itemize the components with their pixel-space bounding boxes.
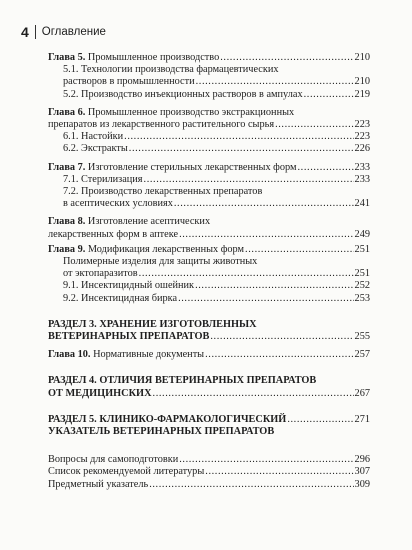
- page-ref: 296: [354, 454, 370, 466]
- page-ref: 223: [354, 131, 370, 143]
- page-ref: 307: [354, 466, 370, 478]
- toc-entry-5-2[interactable]: [48, 89, 370, 101]
- toc-entry-9-1[interactable]: [48, 280, 370, 292]
- entry-title: 9.2. Инсектицидная бирка: [63, 292, 178, 304]
- page-ref: 255: [354, 331, 370, 343]
- chapter-title-line2: препаратов из лекарственного растительного сырья: [48, 119, 275, 131]
- entry-title: 6.1. Настойки: [63, 131, 124, 143]
- page-number: 4: [21, 24, 29, 40]
- page-ref: 219: [354, 88, 370, 100]
- toc-entry-index[interactable]: [48, 479, 370, 491]
- toc-entry-7-1[interactable]: [48, 174, 370, 186]
- toc-entry-9-polymer[interactable]: [48, 256, 370, 280]
- toc-entry-chapter-7[interactable]: [48, 162, 370, 174]
- chapter-title: Нормативные документы: [93, 349, 205, 361]
- page-ref: 253: [354, 292, 370, 304]
- entry-title-line1: 5.1. Технологии производства фармацевтических: [63, 64, 279, 76]
- page-ref: 210: [354, 52, 370, 63]
- chapter-label: Глава 6.: [48, 106, 86, 118]
- running-title: Оглавление: [41, 26, 106, 38]
- part-title-line2: ВЕТЕРИНАРНЫХ ПРЕПАРАТОВ: [48, 331, 210, 343]
- chapter-title-line2: лекарственных форм в аптеке: [48, 228, 179, 240]
- toc-entry-chapter-6[interactable]: [48, 107, 370, 131]
- toc-entry-part-4[interactable]: [48, 375, 370, 399]
- chapter-label: Глава 7.: [48, 161, 86, 173]
- page-ref: 249: [354, 228, 370, 240]
- toc-entry-9-2[interactable]: [48, 293, 370, 305]
- toc-entry-questions[interactable]: [48, 454, 370, 466]
- page-ref: 267: [354, 387, 370, 399]
- page-ref: 309: [354, 478, 370, 490]
- toc-entry-7-2[interactable]: [48, 186, 370, 210]
- toc-entry-chapter-5[interactable]: [48, 52, 370, 64]
- part-title-line2: УКАЗАТЕЛЬ ВЕТЕРИНАРНЫХ ПРЕПАРАТОВ: [48, 426, 275, 438]
- toc-entry-part-5[interactable]: [48, 414, 370, 438]
- entry-title-line2: от эктопаразитов: [63, 268, 138, 280]
- chapter-title-line1: Изготовление асептических: [87, 216, 211, 228]
- chapter-label: Глава 8.: [48, 216, 86, 228]
- entry-title: 7.1. Стерилизация: [63, 173, 143, 185]
- page-ref: 233: [354, 161, 370, 173]
- entry-title: Список рекомендуемой литературы: [48, 466, 205, 478]
- entry-title-line2: растворов в промышленности: [63, 76, 195, 88]
- page-ref: 223: [354, 119, 370, 131]
- page-ref: 210: [354, 76, 370, 88]
- chapter-title: Модификация лекарственных форм: [87, 243, 245, 255]
- part-title-line1: РАЗДЕЛ 3. ХРАНЕНИЕ ИЗГОТОВЛЕННЫХ: [48, 318, 257, 330]
- page-ref: 252: [354, 280, 370, 292]
- part-title-line1: РАЗДЕЛ 4. ОТЛИЧИЯ ВЕТЕРИНАРНЫХ ПРЕПАРАТОВ: [48, 375, 317, 387]
- chapter-label: Глава 9.: [48, 243, 86, 255]
- entry-title: Предметный указатель: [48, 478, 149, 490]
- chapter-title: Промышленное производство: [87, 52, 220, 63]
- page-ref: 251: [354, 268, 370, 280]
- entry-title: 9.1. Инсектицидный ошейник: [63, 280, 195, 292]
- toc-entry-5-1[interactable]: [48, 64, 370, 88]
- table-of-contents: [48, 52, 370, 491]
- toc-entry-part-3[interactable]: [48, 319, 370, 343]
- page-ref: 233: [354, 173, 370, 185]
- chapter-title-line1: Промышленное производство экстракционных: [87, 106, 295, 118]
- header-divider: [35, 25, 36, 39]
- page-ref: 226: [354, 143, 370, 155]
- page-ref: 251: [354, 243, 370, 255]
- page-header: [21, 22, 392, 42]
- page-ref: 241: [354, 198, 370, 210]
- toc-entry-chapter-10[interactable]: [48, 349, 370, 361]
- entry-title-line2: в асептических условиях: [63, 198, 173, 210]
- entry-title-line1: Полимерные изделия для защиты животных: [63, 256, 258, 268]
- chapter-label: Глава 10.: [48, 349, 91, 361]
- chapter-label: Глава 5.: [48, 52, 86, 63]
- page-ref: 257: [354, 349, 370, 361]
- toc-entry-literature[interactable]: [48, 466, 370, 478]
- toc-entry-6-2[interactable]: [48, 143, 370, 155]
- toc-entry-6-1[interactable]: [48, 131, 370, 143]
- chapter-title: Изготовление стерильных лекарственных форм: [87, 161, 297, 173]
- toc-entry-chapter-8[interactable]: [48, 216, 370, 240]
- part-title-line2: ОТ МЕДИЦИНСКИХ: [48, 387, 152, 399]
- entry-title: 5.2. Производство инъекционных растворов в ампулах: [63, 88, 303, 100]
- entry-title: Вопросы для самоподготовки: [48, 454, 179, 466]
- entry-title-line1: 7.2. Производство лекарственных препаратов: [63, 186, 263, 198]
- part-title-line1: РАЗДЕЛ 5. КЛИНИКО-ФАРМАКОЛОГИЧЕСКИЙ: [48, 413, 287, 425]
- toc-entry-chapter-9[interactable]: [48, 244, 370, 256]
- page-ref: 271: [354, 413, 370, 425]
- entry-title: 6.2. Экстракты: [63, 143, 128, 155]
